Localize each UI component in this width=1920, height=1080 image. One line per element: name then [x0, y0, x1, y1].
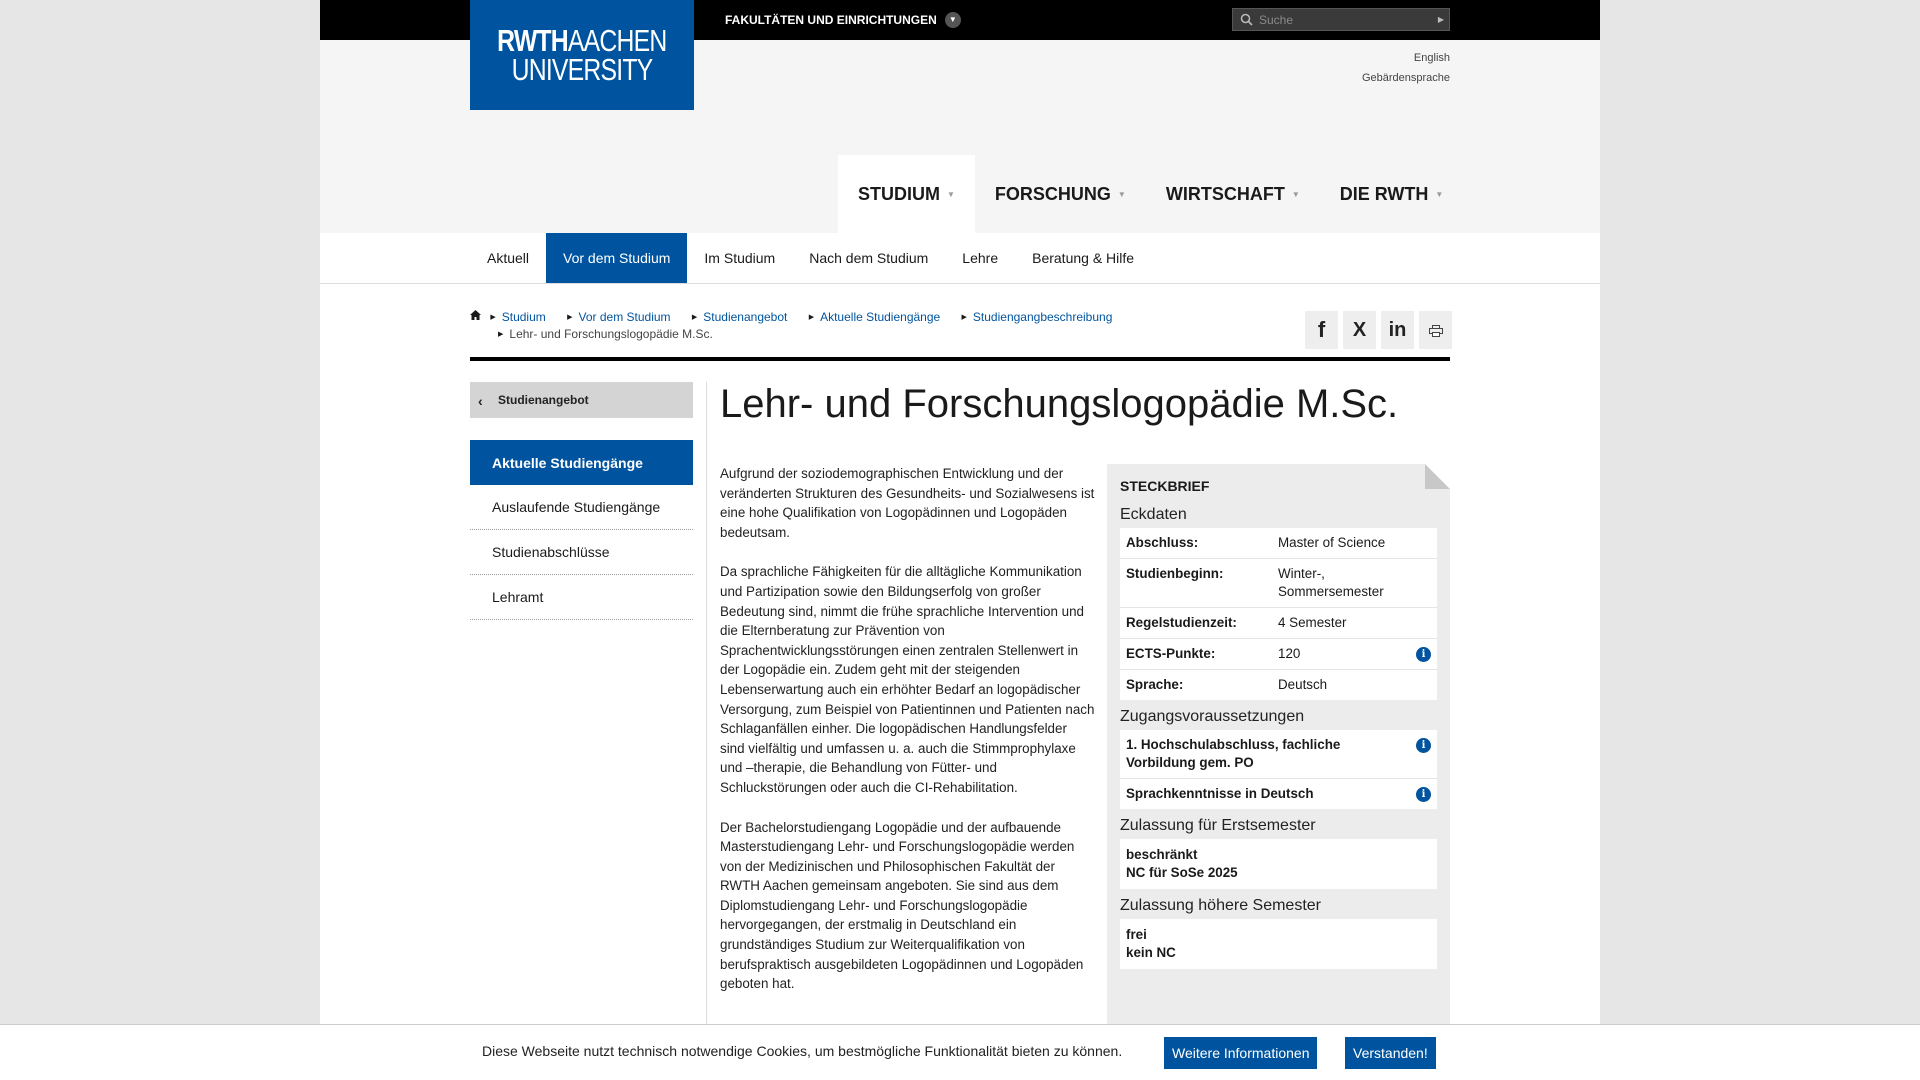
table-row [1120, 559, 1437, 608]
main-nav-die-rwth[interactable] [1320, 155, 1464, 233]
logo-university: UNIVERSITY [511, 52, 653, 87]
sidebar-back-link[interactable] [470, 382, 693, 418]
steckbrief-title: STECKBRIEF [1120, 478, 1210, 494]
xing-icon: X [1352, 318, 1367, 341]
erstsemester-box [1120, 839, 1437, 889]
table-row [1120, 670, 1437, 700]
table-row [1120, 779, 1437, 809]
arrow-right-icon: ▶ [490, 314, 496, 321]
row-key: ECTS-Punkte: [1126, 646, 1216, 661]
breadcrumb-label: Vor dem Studium [578, 310, 671, 324]
facebook-share-button[interactable] [1305, 311, 1338, 349]
sub-nav-nach-dem-studium[interactable]: Nach dem Studium [809, 250, 929, 266]
sub-nav-vor-dem-studium[interactable]: Vor dem Studium [546, 233, 687, 283]
breadcrumb-label: Studium [501, 310, 546, 324]
language-english-link[interactable]: English [1413, 52, 1450, 64]
hoehere-semester-title: Zulassung höhere Semester [1120, 897, 1321, 914]
print-icon [1429, 317, 1443, 343]
breadcrumb [470, 308, 1270, 342]
main-nav-forschung[interactable] [975, 155, 1146, 233]
breadcrumb-label: Aktuelle Studiengänge [820, 310, 941, 324]
fold-corner [1425, 464, 1450, 489]
search-submit-icon[interactable]: ▶ [1437, 15, 1445, 24]
main-nav-label: DIE RWTH [1339, 183, 1429, 204]
facebook-icon: f [1317, 317, 1326, 342]
row-key: Sprache: [1126, 677, 1184, 692]
arrow-right-icon: ▶ [567, 314, 573, 321]
arrow-right-icon: ▶ [961, 314, 967, 321]
hoehere-semester-box [1120, 919, 1437, 969]
accept-cookies-button[interactable]: Verstanden! [1345, 1037, 1436, 1069]
row-value: 120 [1278, 646, 1301, 661]
steckbrief-box [1107, 464, 1450, 1080]
faculties-label: FAKULTÄTEN UND EINRICHTUNGEN [725, 13, 937, 27]
row-value: Winter-, Sommersemester [1278, 566, 1384, 599]
main-nav-label: WIRTSCHAFT [1165, 183, 1285, 204]
page-title: Lehr- und Forschungslogopädie M.Sc. [720, 382, 1399, 426]
paragraph: Da sprachliche Fähigkeiten für die alltägliche Kommunikation und Partizipation sowie den Bildungserfolg von großer Bedeutung sind, nimmt die frühe sprachliche Intervention und die Elternberatung zur Prävention von Sprachentwicklungsstörungen einen zentralen Stellenwert in der Logopädie ein. Zudem geht mit der steigenden Lebenserwartung auch ein erhöhter Bedarf an logopädischer Versorgung, zum Beispiel von Patientinnen und Patienten nach Schlaganfällen einher. Die logopädischen Handlungsfelder sind vielfältig und umfassen u. a. auch die Stimmprophylaxe und –therapie, die Behandlung von Fütter- und Schluckstörungen oder auch die CI-Rehabilitation. [720, 564, 1095, 795]
logo-rwth: RWTH [497, 22, 569, 58]
table-row [1120, 528, 1437, 559]
breadcrumb-item[interactable] [490, 310, 545, 325]
linkedin-share-button[interactable] [1381, 311, 1414, 349]
dropdown-triangle-icon: ▼ [1435, 189, 1444, 199]
dropdown-triangle-icon: ▼ [1117, 189, 1126, 199]
breadcrumb-item[interactable] [962, 310, 1113, 325]
sub-nav-im-studium[interactable]: Im Studium [704, 250, 776, 266]
table-row [1120, 608, 1437, 639]
arrow-right-icon: ▶ [808, 314, 815, 321]
sidebar-item-lehramt[interactable]: Lehramt [470, 575, 693, 620]
sidebar [470, 382, 693, 620]
row-key: 1. Hochschulabschluss, fachliche Vorbildung gem. PO [1126, 737, 1341, 770]
row-key: Studienbeginn: [1126, 566, 1224, 581]
faculties-dropdown[interactable] [725, 12, 961, 28]
breadcrumb-label: Studienangebot [703, 310, 788, 324]
row-value: Master of Science [1278, 535, 1386, 550]
breadcrumb-item[interactable] [809, 310, 940, 325]
dropdown-triangle-icon: ▼ [1291, 189, 1300, 199]
divider [470, 357, 1450, 361]
cookie-banner [0, 1024, 1920, 1080]
info-icon[interactable]: i [1416, 738, 1431, 753]
print-button[interactable] [1419, 311, 1452, 349]
arrow-right-icon: ▶ [691, 314, 698, 321]
main-nav-label: STUDIUM [858, 183, 940, 204]
dropdown-triangle-icon: ▼ [947, 189, 955, 199]
row-key: Abschluss: [1126, 535, 1199, 550]
sidebar-back-label: Studienangebot [498, 393, 589, 407]
chevron-left-icon: ‹ [478, 393, 483, 409]
logo-aachen: AACHEN [568, 22, 667, 58]
zugang-title: Zugangsvoraussetzungen [1120, 708, 1305, 725]
share-buttons [1305, 311, 1452, 349]
zugang-table [1120, 730, 1437, 809]
admission-detail: kein NC [1126, 945, 1176, 960]
chevron-down-icon: ▼ [945, 12, 961, 28]
arrow-right-icon: ▶ [498, 331, 504, 338]
search-box [1232, 8, 1450, 31]
xing-share-button[interactable] [1343, 311, 1376, 349]
breadcrumb-item[interactable] [692, 310, 787, 325]
info-icon[interactable]: i [1416, 647, 1431, 662]
main-nav-label: FORSCHUNG [994, 183, 1111, 204]
linkedin-icon: in [1388, 318, 1407, 341]
rwth-logo[interactable] [470, 0, 694, 110]
sign-language-link[interactable]: Gebärdensprache [1361, 72, 1450, 84]
admission-status: frei [1126, 927, 1147, 942]
table-row [1120, 730, 1437, 779]
eckdaten-title: Eckdaten [1120, 506, 1187, 523]
row-value: 4 Semester [1278, 615, 1347, 630]
paragraph: Aufgrund der soziodemographischen Entwicklung und der veränderten Strukturen des Gesundheits- und Sozialwesens ist eine hohe Qualifikation von Logopädinnen und Logopäden bedeutsam. [720, 466, 1095, 540]
column-divider [706, 382, 707, 1080]
breadcrumb-current [498, 327, 713, 342]
main-nav-studium[interactable] [838, 155, 975, 233]
admission-status: beschränkt [1126, 847, 1198, 862]
row-key: Regelstudienzeit: [1126, 615, 1237, 630]
sidebar-item-aktuelle-studiengaenge[interactable]: Aktuelle Studiengänge [470, 440, 693, 485]
admission-detail: NC für SoSe 2025 [1126, 865, 1238, 880]
search-input[interactable] [1259, 9, 1433, 30]
sub-nav-lehre[interactable]: Lehre [962, 250, 999, 266]
search-icon [1233, 9, 1259, 30]
row-value: Deutsch [1278, 677, 1328, 692]
more-info-button[interactable]: Weitere Informationen [1164, 1037, 1317, 1069]
description-text [720, 464, 1095, 1014]
sidebar-item-auslaufende-studiengaenge[interactable]: Auslaufende Studiengänge [470, 485, 693, 530]
cookie-message: Diese Webseite nutzt technisch notwendige Cookies, um bestmögliche Funktionalität bieten zu können. [482, 1043, 1123, 1059]
main-navigation [838, 155, 1463, 233]
paragraph: Der Bachelorstudiengang Logopädie und der aufbauende Masterstudiengang Lehr- und Forschungslogopädie werden von der Medizinischen und Philosophischen Fakultät der RWTH Aachen gemeinsam angeboten. Sie sind aus dem Diplomstudiengang Lehr- und Forschungslogopädie hervorgegangen, der erstmalig in Deutschland ein grundständiges Studium zur Weiterqualifikation von berufspraktisch ausgebildeten Logopädinnen und Logopäden geboten hat. [720, 819, 1084, 992]
sidebar-item-studienabschluesse[interactable]: Studienabschlüsse [470, 530, 693, 575]
erstsemester-title: Zulassung für Erstsemester [1120, 817, 1316, 834]
eckdaten-table [1120, 528, 1437, 700]
sub-navigation [320, 233, 1600, 284]
content-area [320, 284, 1600, 1080]
home-icon[interactable] [470, 309, 481, 324]
breadcrumb-item[interactable] [567, 310, 670, 325]
breadcrumb-current-label: Lehr- und Forschungslogopädie M.Sc. [509, 327, 713, 341]
breadcrumb-label: Studiengangbeschreibung [972, 310, 1113, 324]
info-icon[interactable]: i [1416, 787, 1431, 802]
page [320, 0, 1600, 1080]
table-row [1120, 639, 1437, 670]
sub-nav-aktuell[interactable]: Aktuell [487, 250, 530, 266]
sub-nav-beratung-hilfe[interactable]: Beratung & Hilfe [1032, 250, 1135, 266]
row-key: Sprachkenntnisse in Deutsch [1126, 786, 1314, 801]
main-nav-wirtschaft[interactable] [1146, 155, 1320, 233]
